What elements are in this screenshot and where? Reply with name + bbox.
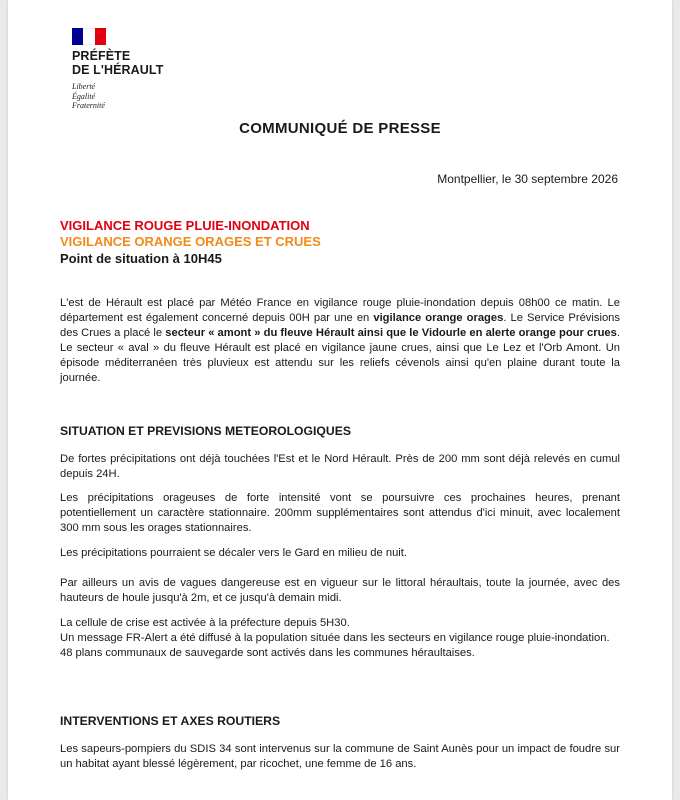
- motto-egalite: Égalité: [72, 91, 96, 101]
- document-page: [8, 0, 672, 800]
- fr-alert-line: Un message FR-Alert a été diffusé à la population située dans les secteurs en vigilance rouge pluie-inondation.: [60, 632, 610, 644]
- motto: [72, 82, 163, 111]
- intro-text-3: . Le secteur « aval » du fleuve Hérault est placé en vigilance jaune crues, ainsi que Le Lez et l'Orb Amont. Un épisode méditerranéen très pluvieux est attendu sur les reliefs cévenols ainsi qu'en plaine durant toute la journée.: [60, 327, 620, 384]
- intro-bold-2: secteur « amont » du fleuve Hérault ainsi que le Vidourle en alerte orange pour crues: [165, 327, 617, 339]
- org-name-line1: PRÉFÈTE: [72, 49, 131, 63]
- meteo-paragraph-5: [60, 616, 620, 661]
- heading-orange-vigilance: VIGILANCE ORANGE ORAGES ET CRUES: [60, 234, 321, 249]
- crisis-cell-line: La cellule de crise est activée à la préfecture depuis 5H30.: [60, 617, 350, 629]
- alert-headings: [60, 218, 321, 267]
- motto-fraternite: Fraternité: [72, 101, 105, 110]
- section-title-meteo: SITUATION ET PREVISIONS METEOROLOGIQUES: [60, 424, 351, 438]
- document-title: COMMUNIQUÉ DE PRESSE: [239, 120, 441, 137]
- intro-text-2: . Le Service Prévisions des Crues a placé le: [60, 312, 620, 339]
- heading-red-vigilance: VIGILANCE ROUGE PLUIE-INONDATION: [60, 218, 310, 233]
- section-title-interventions: INTERVENTIONS ET AXES ROUTIERS: [60, 714, 281, 728]
- prefecture-logo: [72, 28, 163, 111]
- intro-text-1: L'est de Hérault est placé par Météo France en vigilance rouge pluie-inondation depuis 08h00 ce matin. Le département est également concerné depuis 00H par une en: [60, 297, 620, 324]
- interventions-paragraph-1: Les sapeurs-pompiers du SDIS 34 sont intervenus sur la commune de Saint Aunès pour un impact de foudre sur un habitat ayant blessé légèrement, par ricochet, une femme de 16 ans.: [60, 743, 620, 770]
- intro-paragraph: [60, 296, 620, 386]
- intro-bold-1: vigilance orange orages: [373, 312, 504, 324]
- meteo-paragraph-3: Les précipitations pourraient se décaler vers le Gard en milieu de nuit.: [60, 547, 407, 559]
- meteo-paragraph-1: De fortes précipitations ont déjà touchées l'Est et le Nord Hérault. Près de 200 mm sont déjà relevés en cumul depuis 24H.: [60, 453, 620, 480]
- safeguard-plans-line: 48 plans communaux de sauvegarde sont activés dans les communes héraultaises.: [60, 647, 475, 659]
- heading-situation-point: Point de situation à 10H45: [60, 251, 222, 266]
- motto-liberte: Liberté: [72, 82, 96, 91]
- dateline: Montpellier, le 30 septembre 2026: [437, 172, 618, 186]
- org-name-line2: DE L'HÉRAULT: [72, 63, 164, 77]
- french-flag-icon: [72, 28, 106, 45]
- meteo-paragraph-2: Les précipitations orageuses de forte intensité vont se poursuivre ces prochaines heures, prenant potentiellement un caractère stationnaire. 200mm supplémentaires sont attendus d'ici minuit, avec localement 300 mm sous les orages stationnaires.: [60, 492, 620, 534]
- meteo-paragraph-4: Par ailleurs un avis de vagues dangereuse est en vigueur sur le littoral héraultais, toute la journée, avec des hauteurs de houle jusqu'à 2m, et ce jusqu'à demain midi.: [60, 577, 620, 604]
